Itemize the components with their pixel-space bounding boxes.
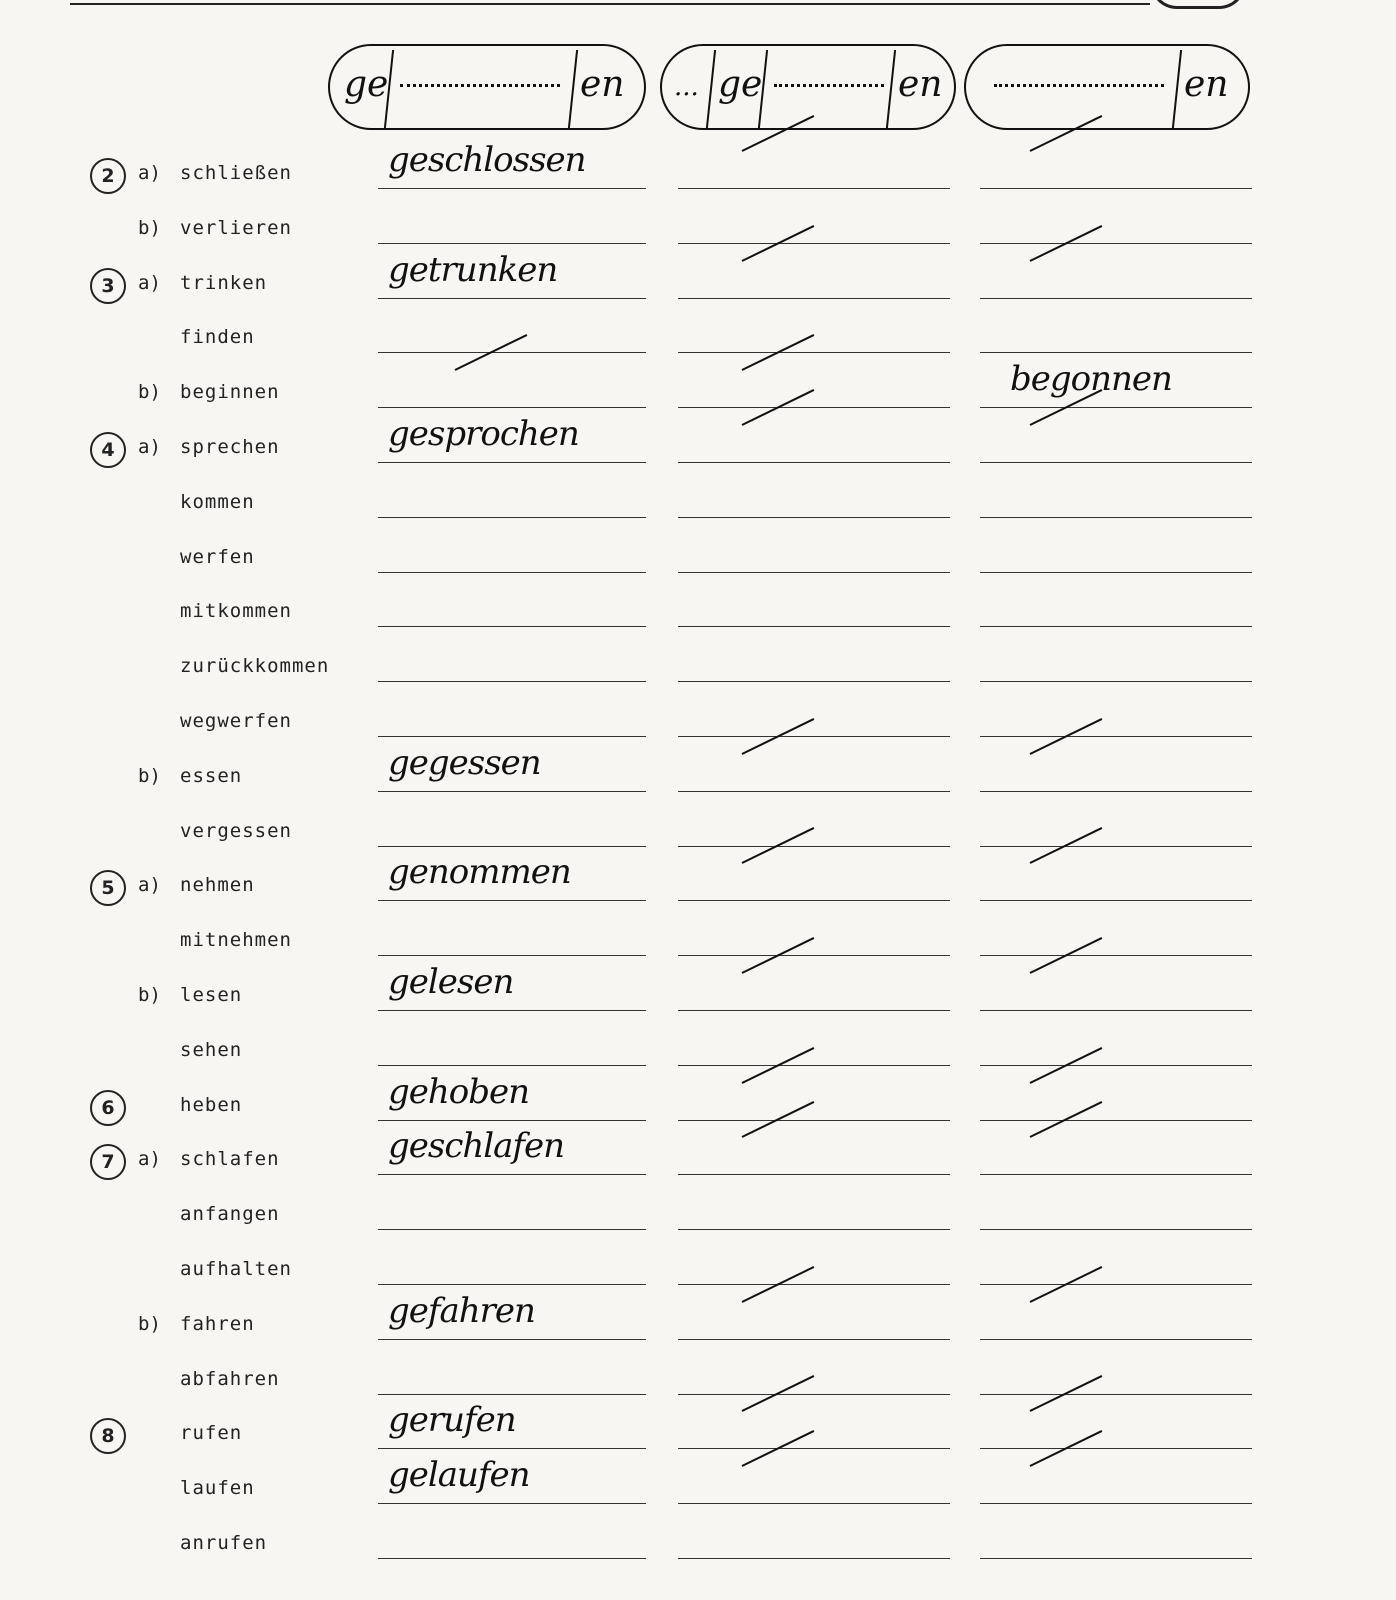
verb-infinitive: abfahren bbox=[180, 1367, 280, 1390]
answer-line-col3[interactable] bbox=[980, 407, 1252, 408]
header2-lead: ... bbox=[674, 72, 699, 102]
answer-line-col3[interactable] bbox=[980, 188, 1252, 189]
answer-line-col2[interactable] bbox=[678, 1448, 950, 1449]
table-row bbox=[0, 1368, 1396, 1422]
sub-label: b) bbox=[138, 216, 161, 239]
exercise-number: 6 bbox=[90, 1090, 126, 1126]
answer-line-col1[interactable] bbox=[378, 626, 646, 627]
answer-line-col1[interactable] bbox=[378, 243, 646, 244]
exercise-number: 2 bbox=[90, 158, 126, 194]
header2-suffix: en bbox=[898, 64, 943, 105]
answer-line-col1[interactable] bbox=[378, 407, 646, 408]
answer-line-col3[interactable] bbox=[980, 572, 1252, 573]
answer-line-col3[interactable] bbox=[980, 1448, 1252, 1449]
sub-label: a) bbox=[138, 1148, 161, 1171]
sub-label: b) bbox=[138, 984, 161, 1006]
table-row bbox=[0, 655, 1396, 709]
table-row bbox=[0, 1290, 1396, 1367]
answer-line-col2[interactable] bbox=[678, 517, 950, 518]
table-row bbox=[0, 1532, 1396, 1586]
table-row bbox=[0, 249, 1396, 326]
verb-infinitive: schließen bbox=[180, 162, 292, 184]
answer-line-col1[interactable] bbox=[378, 572, 646, 573]
exercise-number: 8 bbox=[90, 1418, 126, 1454]
answer-line-col3[interactable] bbox=[980, 1558, 1252, 1559]
sub-label: b) bbox=[138, 381, 161, 404]
verb-infinitive: beginnen bbox=[180, 381, 280, 404]
verb-infinitive: heben bbox=[180, 1093, 243, 1116]
answer-line-col2[interactable] bbox=[678, 1120, 950, 1121]
table-row bbox=[0, 710, 1396, 764]
table-row bbox=[0, 140, 1396, 216]
answer-line-col1[interactable] bbox=[378, 1503, 646, 1504]
answer-line-col2[interactable] bbox=[678, 407, 950, 408]
table-row bbox=[0, 1258, 1396, 1312]
table-row bbox=[0, 1039, 1396, 1093]
verb-infinitive: lesen bbox=[180, 984, 243, 1006]
answer-line-col3[interactable] bbox=[980, 462, 1252, 463]
answer-line-col3[interactable] bbox=[980, 1010, 1252, 1011]
answer-line-col2[interactable] bbox=[678, 298, 950, 299]
verb-infinitive: werfen bbox=[180, 545, 255, 568]
verb-infinitive: verlieren bbox=[180, 216, 292, 239]
table-row bbox=[0, 1203, 1396, 1257]
header-ge-en bbox=[328, 44, 646, 130]
answer-line-col2[interactable] bbox=[678, 188, 950, 189]
exercise-number: 5 bbox=[90, 870, 126, 906]
table-row bbox=[0, 414, 1396, 490]
verb-infinitive: anfangen bbox=[180, 1203, 280, 1226]
table-row bbox=[0, 742, 1396, 819]
answer-line-col1[interactable] bbox=[378, 1339, 646, 1340]
table-row bbox=[0, 962, 1396, 1038]
header-en bbox=[964, 44, 1250, 130]
header3-suffix: en bbox=[1184, 64, 1229, 105]
table-row bbox=[0, 1071, 1396, 1148]
handwritten-answer: gegessen bbox=[388, 742, 541, 783]
answer-line-col1[interactable] bbox=[378, 1394, 646, 1395]
answer-line-col1[interactable] bbox=[378, 298, 646, 299]
table-row bbox=[0, 1455, 1396, 1531]
exercise-number: 7 bbox=[90, 1144, 126, 1180]
verb-infinitive: anrufen bbox=[180, 1532, 268, 1554]
top-rule bbox=[70, 3, 1150, 5]
handwritten-answer: gelaufen bbox=[388, 1455, 530, 1496]
answer-line-col2[interactable] bbox=[678, 1284, 950, 1285]
answer-line-col1[interactable] bbox=[378, 1120, 646, 1121]
table-row bbox=[0, 600, 1396, 654]
answer-line-col3[interactable] bbox=[980, 791, 1252, 792]
verb-infinitive: sehen bbox=[180, 1038, 243, 1061]
answer-line-col3[interactable] bbox=[980, 1339, 1252, 1340]
answer-line-col2[interactable] bbox=[678, 352, 950, 353]
verb-infinitive: essen bbox=[180, 764, 243, 787]
corner-shape bbox=[1150, 0, 1246, 9]
answer-line-col2[interactable] bbox=[678, 791, 950, 792]
header1-prefix: ge bbox=[344, 64, 389, 105]
answer-line-col2[interactable] bbox=[678, 736, 950, 737]
answer-line-col3[interactable] bbox=[980, 900, 1252, 901]
answer-line-col2[interactable] bbox=[678, 626, 950, 627]
verb-infinitive: rufen bbox=[180, 1422, 243, 1445]
sub-label: a) bbox=[138, 271, 161, 294]
answer-line-col2[interactable] bbox=[678, 243, 950, 244]
answer-line-col3[interactable] bbox=[980, 1394, 1252, 1395]
handwritten-answer-col3: begonnen bbox=[1010, 359, 1172, 400]
answer-line-col1[interactable] bbox=[378, 517, 646, 518]
handwritten-answer: geschlossen bbox=[388, 140, 586, 180]
answer-line-col1[interactable] bbox=[378, 352, 646, 353]
answer-line-col1[interactable] bbox=[378, 1174, 646, 1175]
handwritten-answer: gehoben bbox=[388, 1071, 530, 1112]
verb-infinitive: wegwerfen bbox=[180, 710, 292, 732]
verb-infinitive: laufen bbox=[180, 1477, 255, 1500]
table-row bbox=[0, 326, 1396, 380]
answer-line-col2[interactable] bbox=[678, 900, 950, 901]
table-row bbox=[0, 491, 1396, 545]
header2-prefix: ge bbox=[718, 64, 763, 105]
verb-infinitive: zurückkommen bbox=[180, 655, 330, 678]
verb-infinitive: aufhalten bbox=[180, 1258, 292, 1280]
answer-line-col1[interactable] bbox=[378, 1448, 646, 1449]
table-row bbox=[0, 217, 1396, 271]
table-row bbox=[0, 546, 1396, 600]
table-row bbox=[0, 929, 1396, 983]
answer-line-col3[interactable] bbox=[980, 1229, 1252, 1230]
answer-line-col2[interactable] bbox=[678, 1174, 950, 1175]
answer-line-col1[interactable] bbox=[378, 1558, 646, 1559]
verb-infinitive: nehmen bbox=[180, 874, 255, 897]
answer-line-col2[interactable] bbox=[678, 1010, 950, 1011]
answer-line-col1[interactable] bbox=[378, 188, 646, 189]
verb-infinitive: mitnehmen bbox=[180, 929, 292, 952]
verb-infinitive: finden bbox=[180, 326, 255, 349]
table-row bbox=[0, 1400, 1396, 1476]
table-row bbox=[0, 852, 1396, 928]
verb-infinitive: schlafen bbox=[180, 1148, 280, 1171]
answer-line-col2[interactable] bbox=[678, 955, 950, 956]
answer-line-col2[interactable] bbox=[678, 462, 950, 463]
answer-line-col1[interactable] bbox=[378, 955, 646, 956]
answer-line-col2[interactable] bbox=[678, 846, 950, 847]
exercise-number: 3 bbox=[90, 268, 126, 304]
answer-line-col3[interactable] bbox=[980, 846, 1252, 847]
verb-infinitive: fahren bbox=[180, 1312, 255, 1335]
answer-line-col3[interactable] bbox=[980, 1065, 1252, 1066]
answer-line-col3[interactable] bbox=[980, 1120, 1252, 1121]
table-row bbox=[0, 359, 1396, 435]
answer-line-col1[interactable] bbox=[378, 1065, 646, 1066]
answer-line-col2[interactable] bbox=[678, 1503, 950, 1504]
answer-line-col2[interactable] bbox=[678, 1065, 950, 1066]
answer-line-col2[interactable] bbox=[678, 1394, 950, 1395]
answer-line-col3[interactable] bbox=[980, 1284, 1252, 1285]
sub-label: a) bbox=[138, 874, 161, 897]
answer-line-col3[interactable] bbox=[980, 243, 1252, 244]
answer-line-col3[interactable] bbox=[980, 517, 1252, 518]
answer-line-col3[interactable] bbox=[980, 681, 1252, 682]
verb-infinitive: mitkommen bbox=[180, 600, 292, 623]
answer-line-col3[interactable] bbox=[980, 955, 1252, 956]
verb-infinitive: vergessen bbox=[180, 819, 292, 842]
answer-line-col2[interactable] bbox=[678, 572, 950, 573]
exercise-number: 4 bbox=[90, 432, 126, 468]
header1-suffix: en bbox=[580, 64, 625, 105]
answer-line-col2[interactable] bbox=[678, 681, 950, 682]
handwritten-answer: getrunken bbox=[388, 249, 558, 290]
verb-infinitive: kommen bbox=[180, 490, 255, 513]
answer-line-col1[interactable] bbox=[378, 681, 646, 682]
answer-line-col3[interactable] bbox=[980, 1503, 1252, 1504]
answer-line-col1[interactable] bbox=[378, 846, 646, 847]
handwritten-answer: geschlafen bbox=[388, 1126, 565, 1167]
sub-label: b) bbox=[138, 1312, 161, 1335]
answer-line-col2[interactable] bbox=[678, 1229, 950, 1230]
answer-line-col2[interactable] bbox=[678, 1558, 950, 1559]
answer-line-col3[interactable] bbox=[980, 352, 1252, 353]
answer-line-col3[interactable] bbox=[980, 298, 1252, 299]
answer-line-col1[interactable] bbox=[378, 1229, 646, 1230]
handwritten-answer: gerufen bbox=[388, 1400, 516, 1441]
answer-line-col1[interactable] bbox=[378, 462, 646, 463]
answer-line-col3[interactable] bbox=[980, 626, 1252, 627]
table-row bbox=[0, 1126, 1396, 1202]
answer-line-col1[interactable] bbox=[378, 1284, 646, 1285]
answer-line-col1[interactable] bbox=[378, 736, 646, 737]
answer-line-col1[interactable] bbox=[378, 1010, 646, 1011]
answer-line-col3[interactable] bbox=[980, 736, 1252, 737]
answer-line-col2[interactable] bbox=[678, 1339, 950, 1340]
sub-label: b) bbox=[138, 764, 161, 787]
handwritten-answer: gesprochen bbox=[388, 414, 579, 454]
verb-infinitive: trinken bbox=[180, 271, 268, 294]
answer-line-col3[interactable] bbox=[980, 1174, 1252, 1175]
sub-label: a) bbox=[138, 162, 161, 184]
sub-label: a) bbox=[138, 436, 161, 458]
answer-line-col1[interactable] bbox=[378, 900, 646, 901]
verb-infinitive: sprechen bbox=[180, 436, 280, 458]
answer-line-col1[interactable] bbox=[378, 791, 646, 792]
table-row bbox=[0, 820, 1396, 874]
handwritten-answer: genommen bbox=[388, 852, 571, 893]
handwritten-answer: gelesen bbox=[388, 962, 514, 1002]
handwritten-answer: gefahren bbox=[388, 1290, 535, 1331]
